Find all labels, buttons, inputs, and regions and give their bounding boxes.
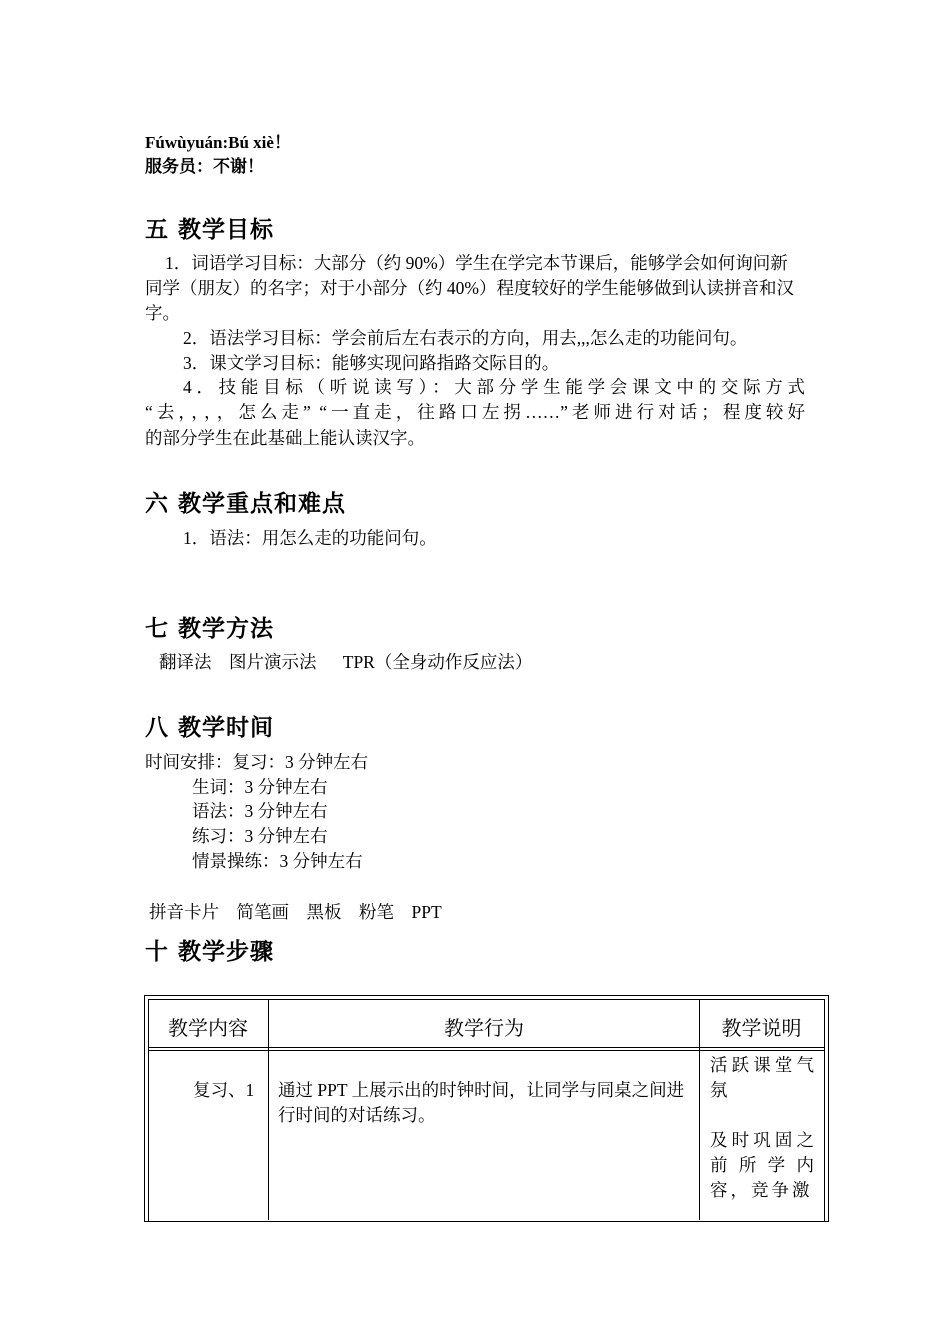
dialog-pinyin: Fúwùyuán:Bú xiè！ (145, 133, 291, 152)
time-arrangement-lead: 时间安排：复习：3 分钟左右 (145, 752, 369, 772)
section-5-title: 五 教学目标 (145, 217, 275, 243)
header-rule-top (148, 1047, 824, 1048)
time-row: 情景操练：3 分钟左右 (192, 851, 363, 871)
table-cell-notes-b: 及时巩固之前所学内容，竞争激 (710, 1130, 817, 1200)
goal-skills-line3: 的部分学生在此基础上能认读汉字。 (145, 428, 425, 448)
section-7-title: 七 教学方法 (145, 616, 275, 642)
goal-vocabulary: 1．词语学习目标：大部分（约 90%）学生在学完本节课后，能够学会如何询问新同学（朋友）的名字；对于小部分（约 40%）程度较好的学生能够做到认读拼音和汉字。 (145, 253, 794, 323)
table-cell-notes-a: 活跃课堂气氛 (710, 1055, 817, 1100)
table-header-notes: 教学说明 (721, 1016, 802, 1040)
time-row: 练习：3 分钟左右 (192, 826, 328, 846)
teaching-methods: 翻译法 图片演示法 TPR（全身动作反应法） (159, 652, 533, 672)
time-row: 语法：3 分钟左右 (192, 801, 328, 821)
section-10-title: 十 教学步骤 (145, 939, 275, 965)
goal-grammar: 2．语法学习目标：学会前后左右表示的方向，用去,,,怎么走的功能问句。 (183, 328, 748, 348)
table-cell-behavior: 通过 PPT 上展示出的时钟时间，让同学与同桌之间进行时间的对话练习。 (278, 1080, 685, 1125)
table-cell-content: 复习、1 (193, 1080, 255, 1100)
goal-text: 3．课文学习目标：能够实现问路指路交际目的。 (183, 353, 560, 373)
header-rule-bottom (148, 1050, 824, 1051)
time-row: 生词：3 分钟左右 (192, 777, 328, 797)
goal-skills-line1: 4．技能目标（听说读写）：大部分学生能学会课文中的交际方式 (183, 377, 805, 397)
teaching-materials: 拼音卡片 简笔画 黑板 粉笔 PPT (149, 902, 442, 922)
key-point-1: 1．语法：用怎么走的功能问句。 (183, 528, 437, 548)
goal-skills-line2: “去，，，，怎么走” “一直走，往路口左拐……”老师进行对话；程度较好 (145, 402, 805, 422)
table-header-content: 教学内容 (168, 1016, 248, 1040)
table-header-behavior: 教学行为 (444, 1016, 524, 1040)
dialog-hanzi: 服务员：不谢！ (145, 157, 264, 176)
section-8-title: 八 教学时间 (145, 715, 275, 741)
section-6-title: 六 教学重点和难点 (145, 491, 347, 517)
